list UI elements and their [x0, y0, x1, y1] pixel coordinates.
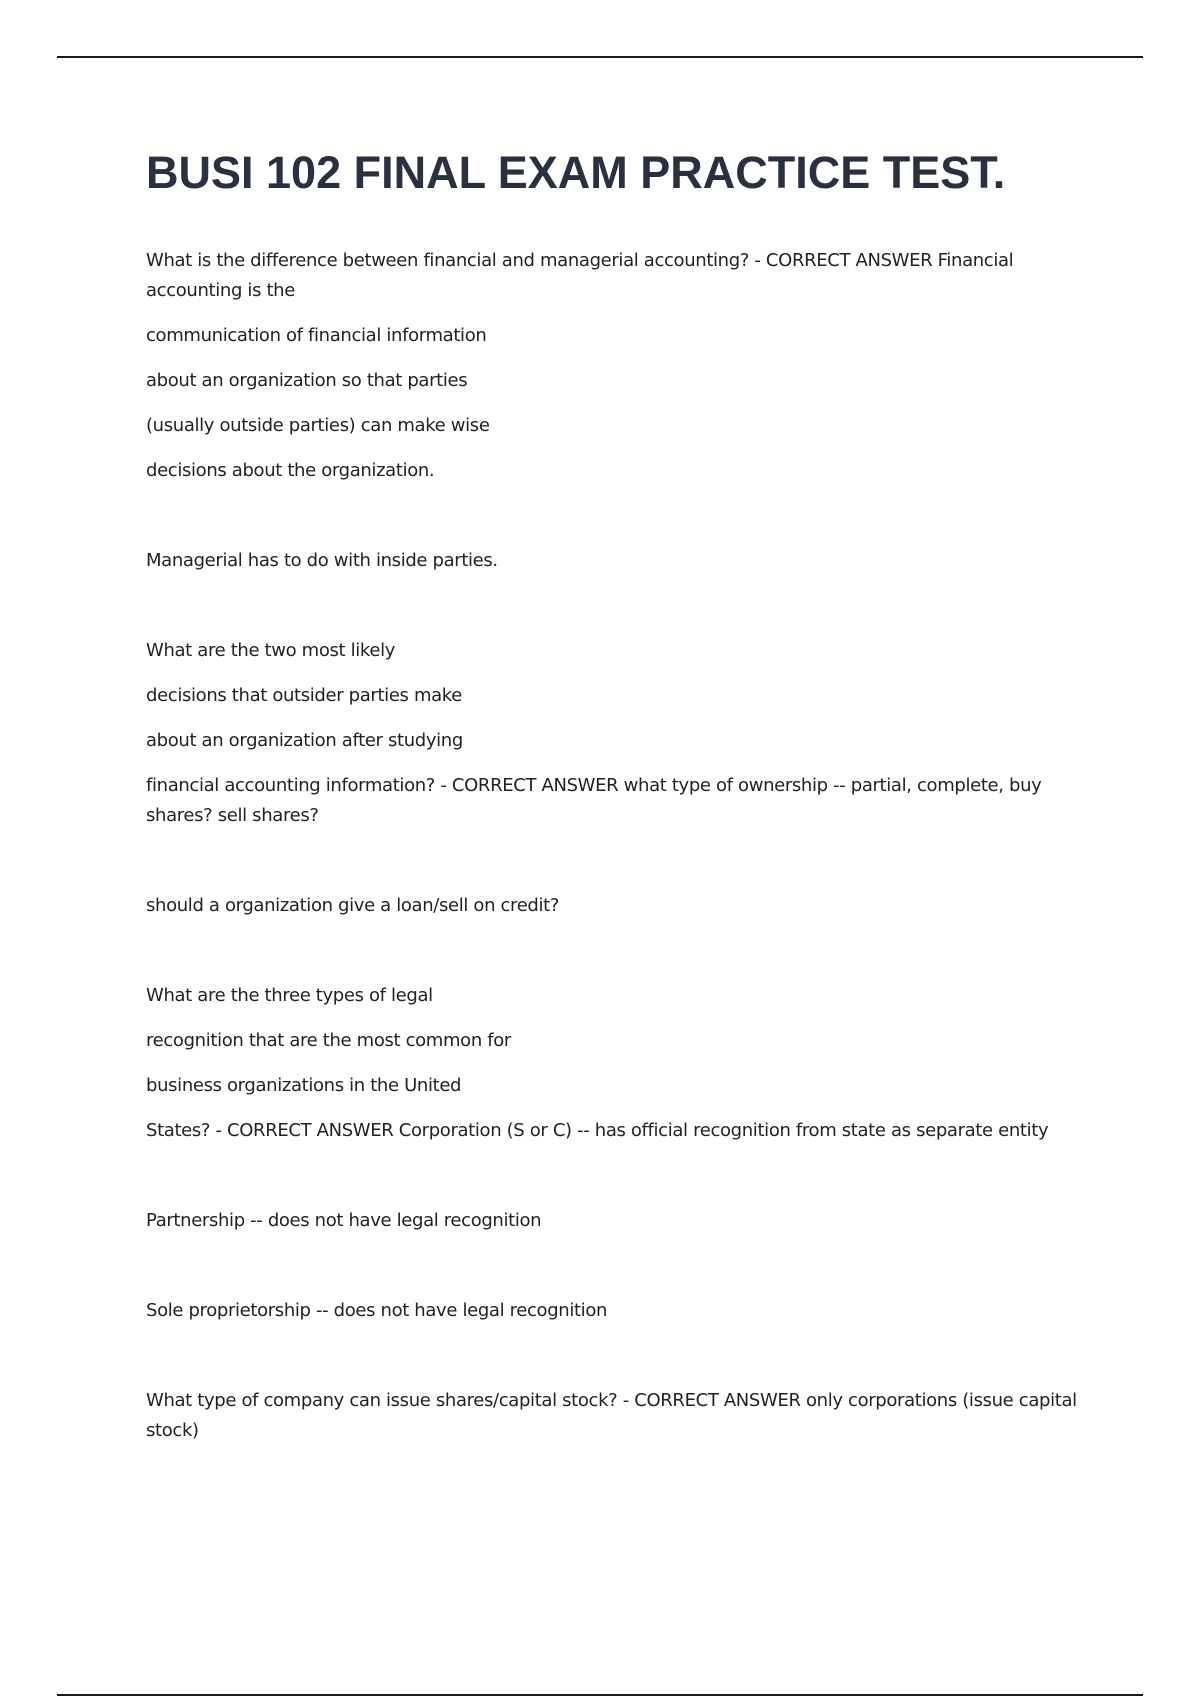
- paragraph: business organizations in the United: [146, 1075, 462, 1096]
- paragraph: financial accounting information? - CORRECT ANSWER what type of ownership -- partial, complete, buy shares? sell shares?: [146, 775, 1042, 826]
- header-rule: [57, 56, 1143, 58]
- paragraph: about an organization so that parties: [146, 370, 468, 391]
- document-title: BUSI 102 FINAL EXAM PRACTICE TEST.: [146, 147, 1006, 198]
- paragraph: decisions that outsider parties make: [146, 685, 462, 706]
- paragraph: communication of financial information: [146, 325, 487, 346]
- paragraph: What is the difference between financial and managerial accounting? - CORRECT ANSWER Financial accounting is the: [146, 250, 1014, 301]
- paragraph: Managerial has to do with inside parties.: [146, 550, 498, 571]
- paragraph: decisions about the organization.: [146, 460, 435, 481]
- paragraph: recognition that are the most common for: [146, 1030, 511, 1051]
- paragraph: States? - CORRECT ANSWER Corporation (S or C) -- has official recognition from state as separate entity: [146, 1120, 1049, 1141]
- document-body: [146, 246, 1096, 1446]
- paragraph: What type of company can issue shares/capital stock? - CORRECT ANSWER only corporations (issue capital stock): [146, 1390, 1077, 1441]
- footer-rule: [57, 1694, 1143, 1696]
- paragraph: What are the two most likely: [146, 640, 396, 661]
- paragraph: about an organization after studying: [146, 730, 463, 751]
- paragraph: What are the three types of legal: [146, 985, 433, 1006]
- paragraph: Partnership -- does not have legal recognition: [146, 1210, 542, 1231]
- paragraph: Sole proprietorship -- does not have legal recognition: [146, 1300, 608, 1321]
- paragraph: (usually outside parties) can make wise: [146, 415, 490, 436]
- paragraph: should a organization give a loan/sell on credit?: [146, 895, 560, 916]
